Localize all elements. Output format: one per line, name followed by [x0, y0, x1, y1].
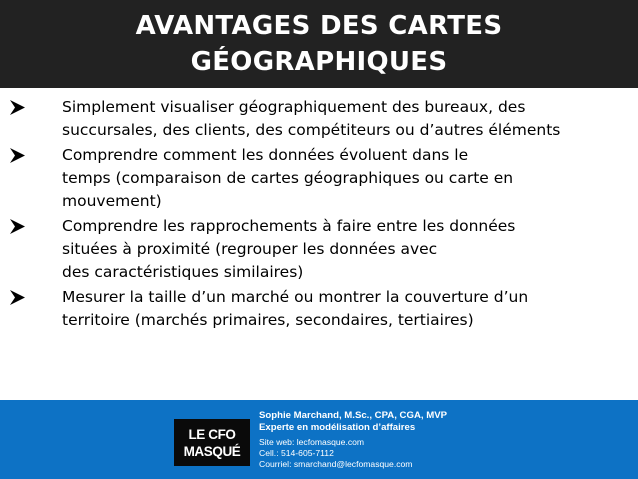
logo-line-2: MASQUÉ [183, 443, 241, 459]
website-text: Site web: lecfomasque.com [259, 437, 365, 447]
bullet-text-line: Mesurer la taille d’un marché ou montrer la couverture d’un [62, 288, 529, 306]
bullet-text-line: des caractéristiques similaires) [62, 263, 304, 281]
title-banner [0, 0, 638, 88]
bullet-item [0, 286, 630, 332]
arrowhead-bullet-icon [9, 148, 25, 163]
page-title-line-1: AVANTAGES DES CARTES [135, 11, 503, 41]
arrowhead-bullet-icon [9, 290, 25, 305]
email-text: Courriel: smarchand@lecfomasque.com [259, 459, 413, 469]
bullet-item [0, 96, 630, 142]
page-title-line-2: GÉOGRAPHIQUES [190, 47, 448, 77]
author-tagline: Experte en modélisation d’affaires [259, 422, 416, 433]
footer-banner [0, 400, 638, 479]
author-name: Sophie Marchand, M.Sc., CPA, CGA, MVP [259, 410, 447, 421]
arrowhead-bullet-icon [9, 100, 25, 115]
bullet-list [0, 96, 630, 334]
phone-text: Cell.: 514-605-7112 [259, 448, 334, 458]
bullet-item [0, 215, 630, 284]
bullet-text-line: situées à proximité (regrouper les données avec [62, 240, 438, 258]
bullet-text-line: Simplement visualiser géographiquement des bureaux, des [62, 98, 526, 116]
bullet-item [0, 144, 630, 213]
logo [174, 419, 250, 466]
bullet-text-line: succursales, des clients, des compétiteurs ou d’autres éléments [62, 121, 561, 139]
bullet-text-line: territoire (marchés primaires, secondaires, tertiaires) [62, 311, 474, 329]
bullet-text-line: temps (comparaison de cartes géographiques ou carte en [62, 169, 514, 187]
arrowhead-bullet-icon [9, 219, 25, 234]
bullet-text-line: Comprendre les rapprochements à faire entre les données [62, 217, 516, 235]
bullet-text-line: Comprendre comment les données évoluent dans le [62, 146, 469, 164]
bullet-text-line: mouvement) [62, 192, 162, 210]
logo-line-1: LE CFO [188, 426, 236, 442]
contact-block [259, 410, 447, 470]
